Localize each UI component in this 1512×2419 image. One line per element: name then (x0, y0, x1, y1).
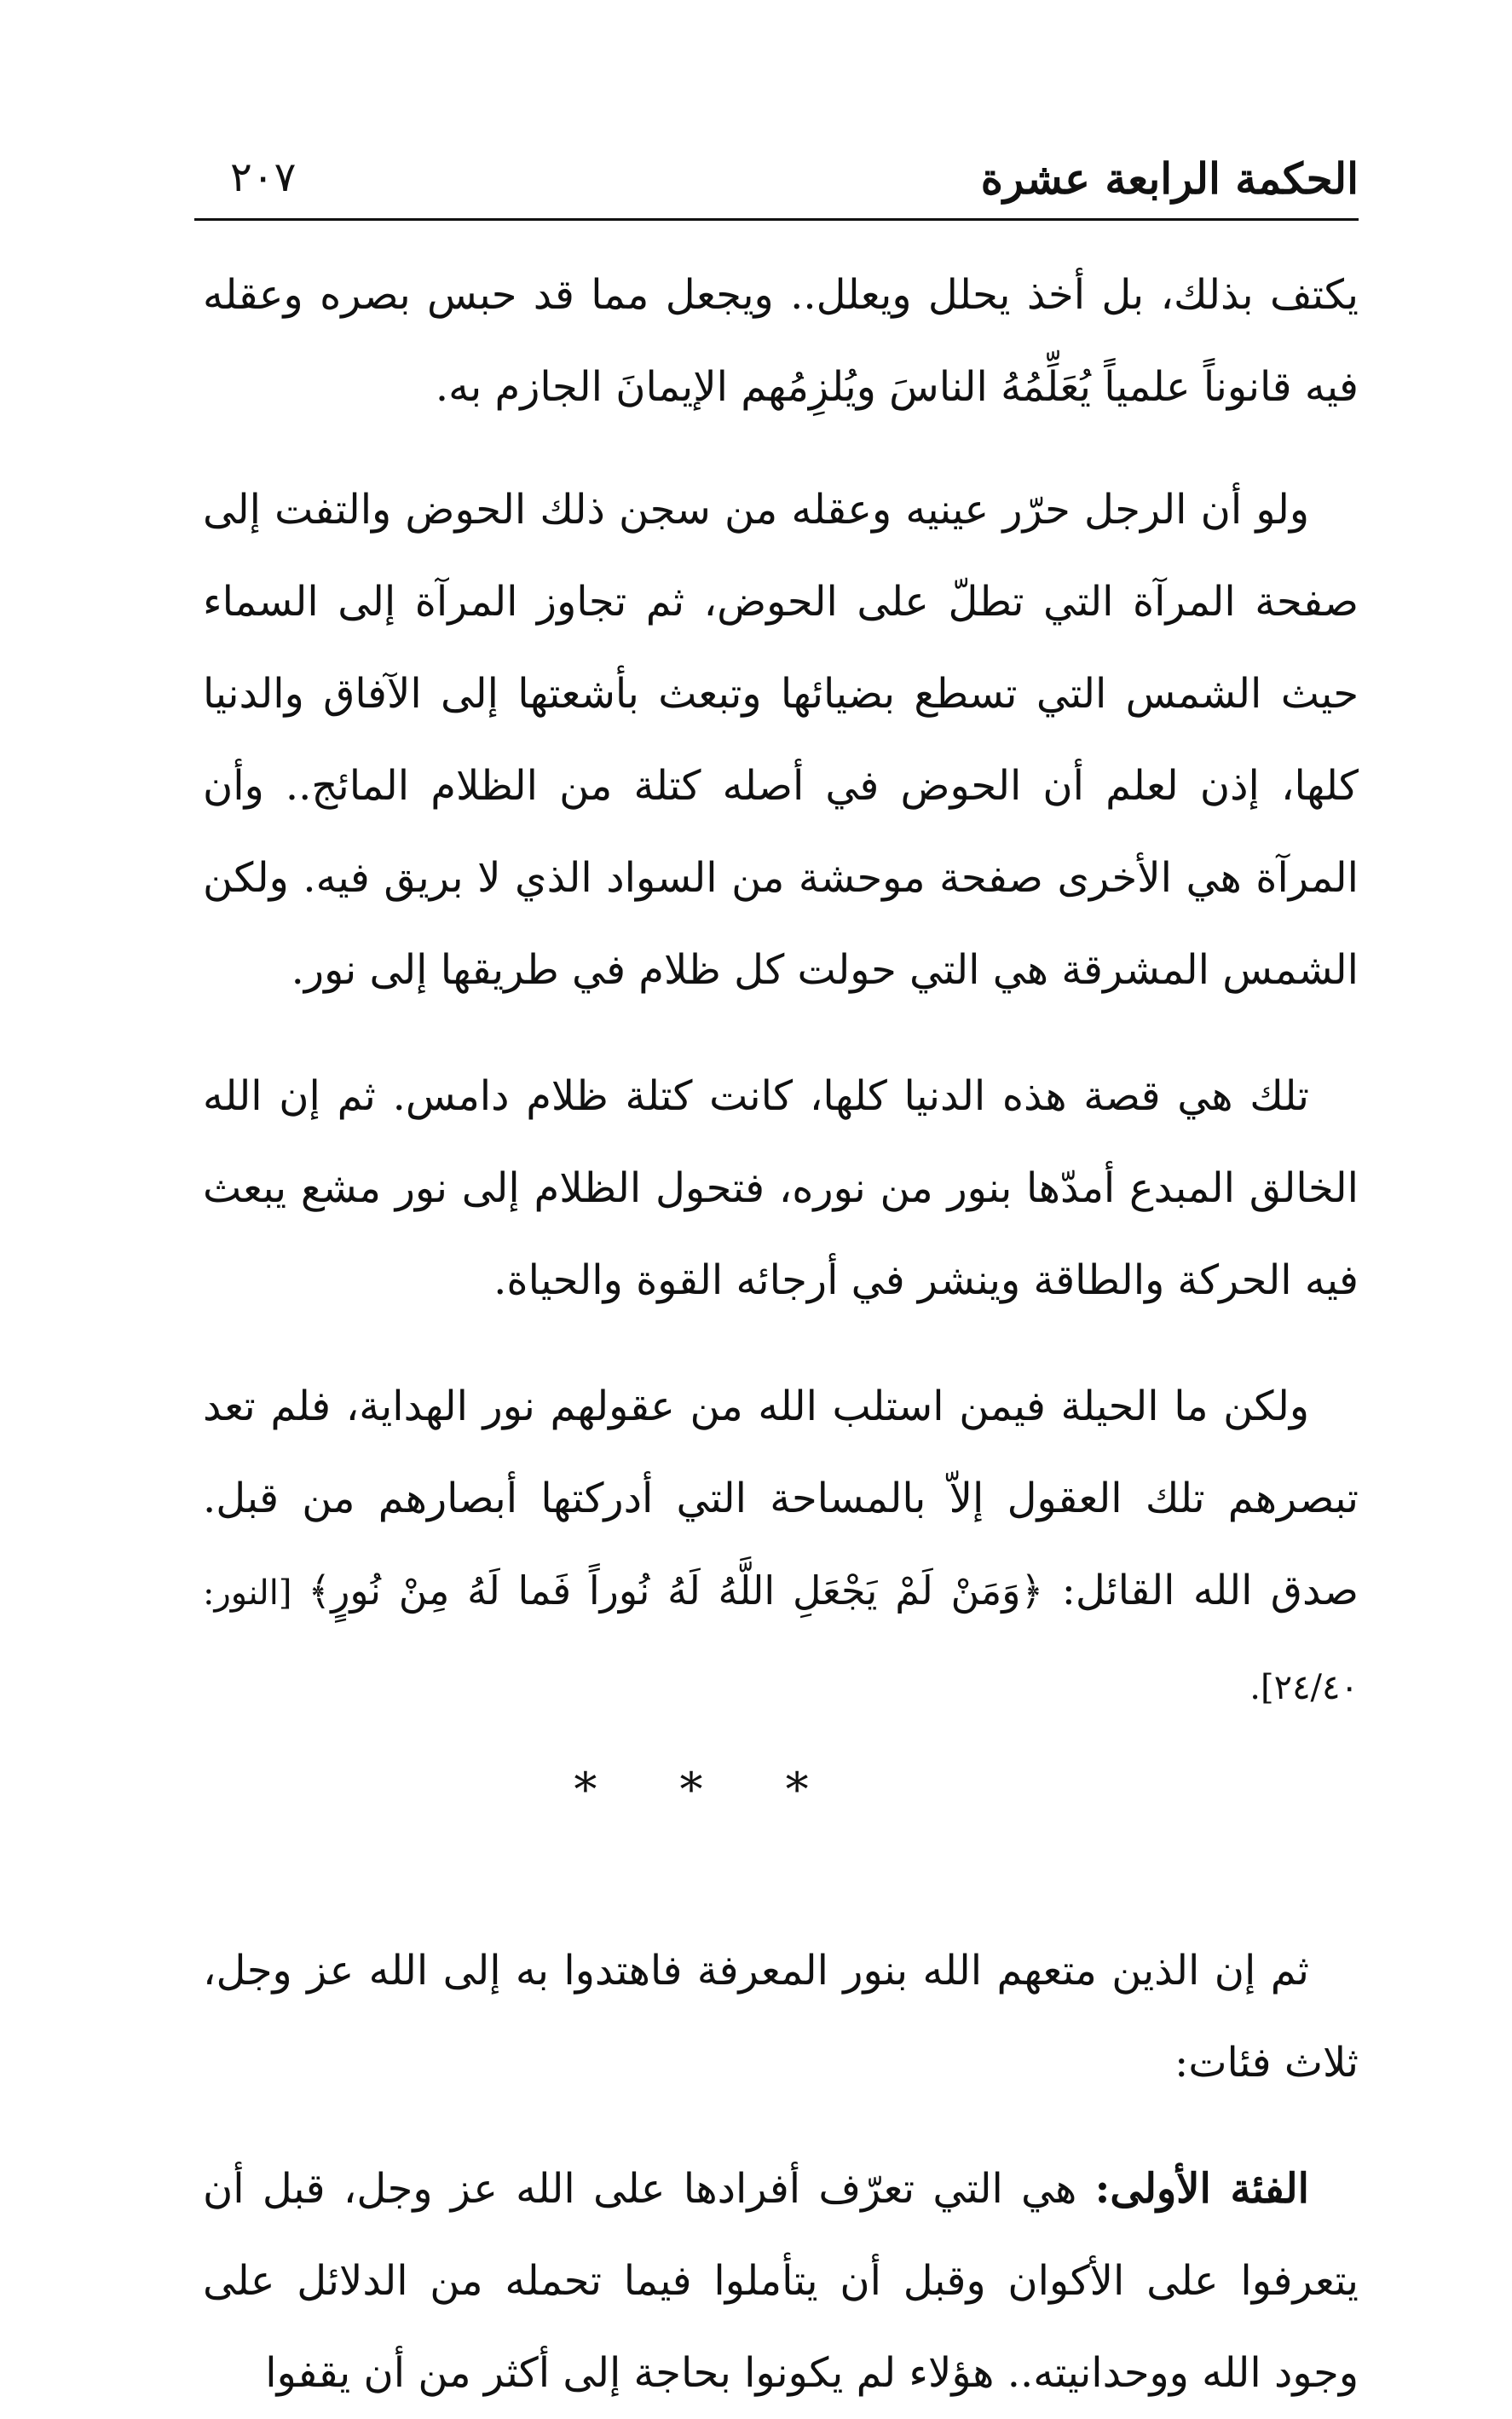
paragraph-4-text: ولكن ما الحيلة فيمن استلب الله من عقولهم نور الهداية، فلم تعد تبصرهم تلك العقول إلاّ بالمساحة التي أدركتها أبصارهم من قبل. صدق الله القائل: (203, 1383, 1359, 1614)
paragraph-3: تلك هي قصة هذه الدنيا كلها، كانت كتلة ظلام دامس. ثم إن الله الخالق المبدع أمدّها بنور من نوره، فتحول الظلام إلى نور مشع يبعث فيه الحركة والطاقة وينشر في أرجائه القوة والحياة. (203, 1072, 1359, 1304)
category-heading: الفئة الأولى: (1094, 2165, 1309, 2213)
paragraph-1: يكتف بذلك، بل أخذ يحلل ويعلل.. ويجعل مما قد حبس بصره وعقله فيه قانوناً علمياً يُعَلِّمُهُ الناسَ ويُلزِمُهم الإيمانَ الجازم به. (203, 271, 1359, 411)
paragraph-6 (203, 2143, 1359, 2419)
paragraph-2: ولو أن الرجل حرّر عينيه وعقله من سجن ذلك الحوض والتفت إلى صفحة المرآة التي تطلّ على الحوض، ثم تجاوز المرآة إلى السماء حيث الشمس التي تسطع بضيائها وتبعث بأشعتها إلى الآفاق والدنيا كلها، إذن لعلم أن الحوض في أصله كتلة من الظلام المائج.. وأن المرآة هي الأخرى صفحة موحشة من السواد الذي لا بريق فيه. ولكن الشمس المشرقة هي التي حولت كل ظلام في طريقها إلى نور. (203, 486, 1359, 994)
running-header (194, 143, 1359, 221)
quran-verse: ﴿وَمَنْ لَمْ يَجْعَلِ اللَّهُ لَهُ نُوراً فَما لَهُ مِنْ نُورٍ﴾ (308, 1567, 1044, 1614)
page-body (203, 249, 1359, 2397)
verse-citation: [النور: ٢٤/٤٠]. (203, 1573, 1359, 1707)
paragraph-6-text: هي التي تعرّف أفرادها على الله عز وجل، قبل أن يتعرفوا على الأكوان وقبل أن يتأملوا فيما تحمله من الدلائل على وجود الله ووحدانيته.. هؤلاء لم يكونوا بحاجة إلى أكثر من أن يقفوا (203, 2165, 1359, 2397)
chapter-title: الحكمة الرابعة عشرة (980, 153, 1359, 204)
paragraph-4 (203, 1360, 1359, 1734)
page-number: ٢٠٧ (230, 153, 297, 201)
paragraph-5: ثم إن الذين متعهم الله بنور المعرفة فاهتدوا به إلى الله عز وجل، ثلاث فئات: (203, 1947, 1359, 2087)
section-separator: * * * (574, 1763, 843, 1816)
